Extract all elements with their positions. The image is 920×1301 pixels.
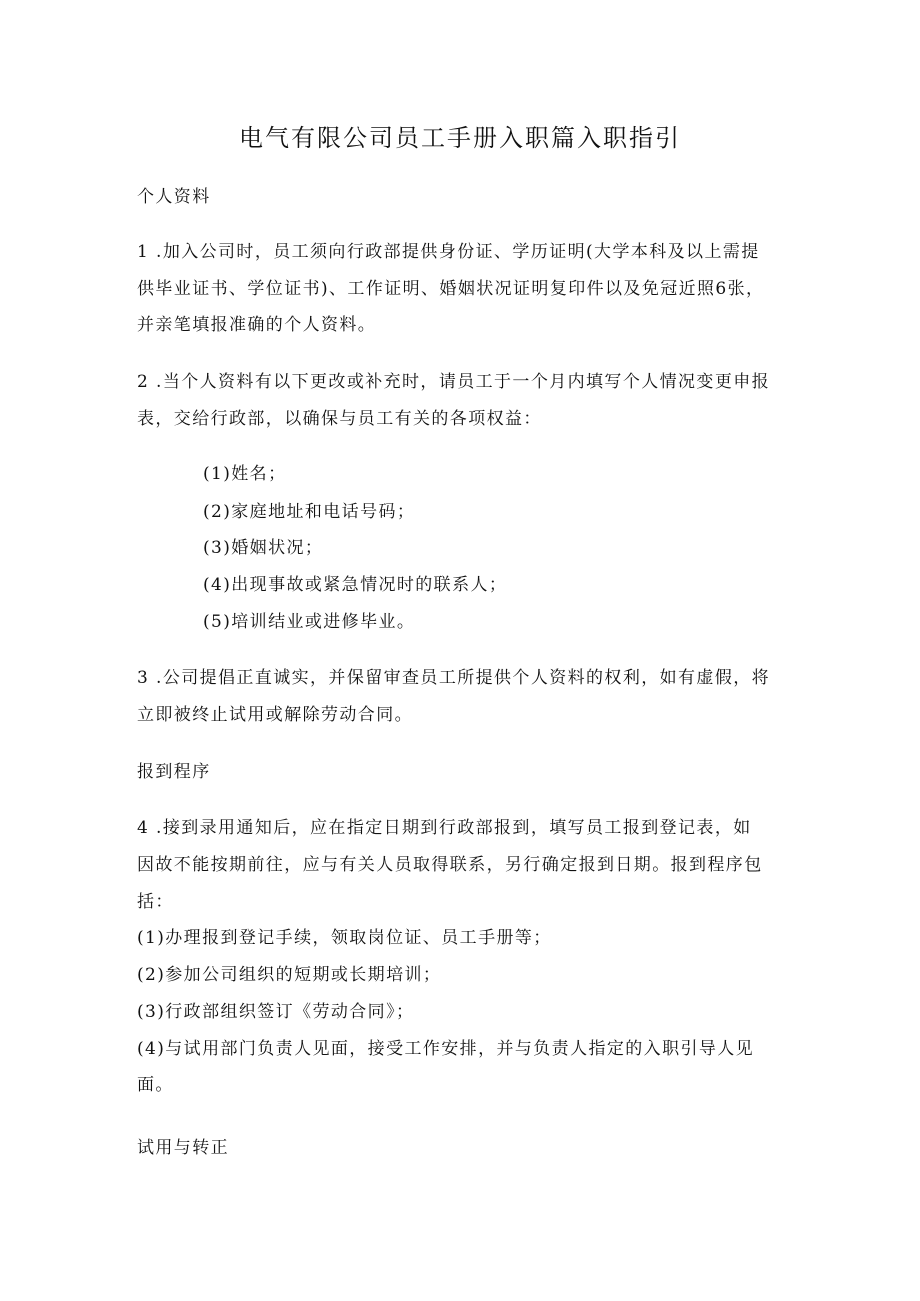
item-4-list-item: (1)办理报到登记手续，领取岗位证、员工手册等； bbox=[137, 928, 552, 948]
item-1-line-1: 1 .加入公司时，员工须向行政部提供身份证、学历证明(大学本科及以上需提 bbox=[137, 242, 760, 262]
item-2-list-item: (3)婚姻状况； bbox=[203, 538, 324, 558]
item-2-list-item: (4)出现事故或紧急情况时的联系人； bbox=[203, 575, 508, 595]
item-2-line-2: 表，交给行政部，以确保与员工有关的各项权益： bbox=[137, 409, 542, 429]
item-4-list-item: (3)行政部组织签订《劳动合同》； bbox=[137, 1002, 415, 1022]
document-title: 电气有限公司员工手册入职篇入职指引 bbox=[239, 124, 681, 152]
item-2-list-item: (1)姓名； bbox=[203, 464, 287, 484]
item-4-line-1: 4 .接到录用通知后，应在指定日期到行政部报到，填写员工报到登记表，如 bbox=[137, 818, 752, 838]
section-heading-probation: 试用与转正 bbox=[137, 1138, 229, 1158]
section-heading-personal-info: 个人资料 bbox=[137, 187, 211, 207]
item-3-line-1: 3 .公司提倡正直诚实，并保留审查员工所提供个人资料的权利，如有虚假，将 bbox=[137, 668, 771, 688]
item-4-list-item: (2)参加公司组织的短期或长期培训； bbox=[137, 965, 442, 985]
item-4-line-3: 括： bbox=[137, 892, 174, 912]
item-4-line-2: 因故不能按期前往，应与有关人员取得联系，另行确定报到日期。报到程序包 bbox=[137, 855, 763, 875]
item-1-line-3: 并亲笔填报准确的个人资料。 bbox=[137, 315, 377, 335]
item-2-list-item: (2)家庭地址和电话号码； bbox=[203, 502, 416, 522]
item-4-list-item: 面。 bbox=[137, 1075, 174, 1095]
item-2-list-item: (5)培训结业或进修毕业。 bbox=[203, 612, 416, 632]
section-heading-report-procedure: 报到程序 bbox=[137, 762, 211, 782]
item-3-line-2: 立即被终止试用或解除劳动合同。 bbox=[137, 705, 413, 725]
item-4-list-item: (4)与试用部门负责人见面，接受工作安排，并与负责人指定的入职引导人见 bbox=[137, 1039, 755, 1059]
item-1-line-2: 供毕业证书、学位证书)、工作证明、婚姻状况证明复印件以及免冠近照6张， bbox=[137, 279, 765, 299]
item-2-line-1: 2 .当个人资料有以下更改或补充时，请员工于一个月内填写个人情况变更申报 bbox=[137, 372, 771, 392]
